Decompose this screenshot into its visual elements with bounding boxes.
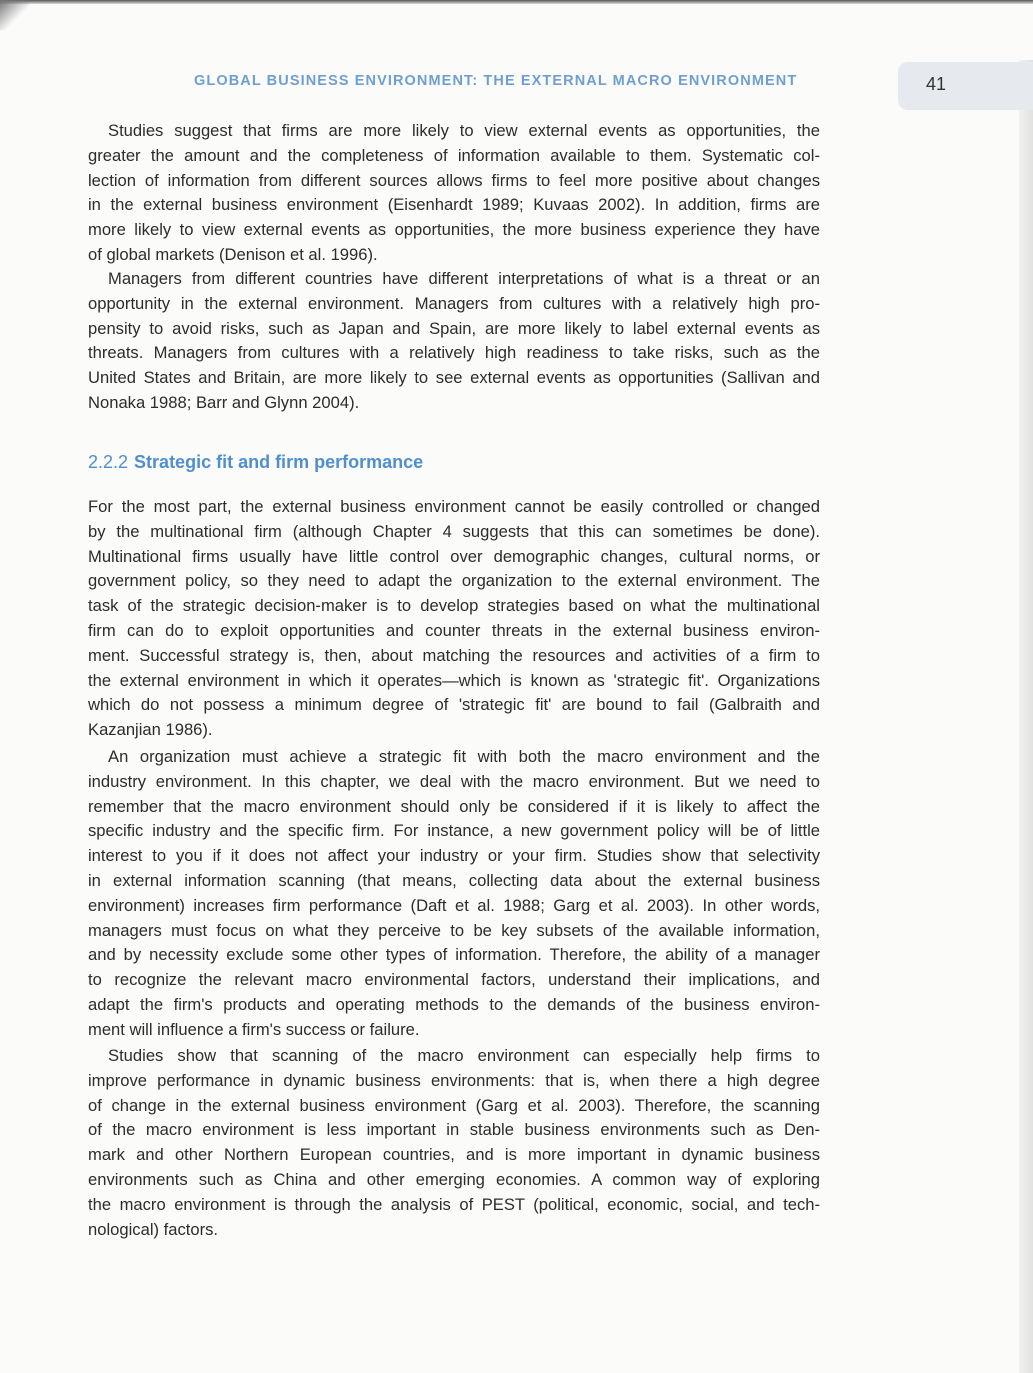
scan-right-edge [1019, 60, 1033, 1373]
text-line: ment. Successful strategy is, then, about matching the resources and activities of a firm to [88, 645, 820, 665]
text-line: nological) factors. [88, 1219, 219, 1239]
text-line: mark and other Northern European countries, and is more important in dynamic business [88, 1145, 820, 1165]
scan-corner-shadow [0, 0, 30, 30]
text-line: threats. Managers from cultures with a relatively high readiness to take risks, such as the [88, 343, 820, 363]
paragraph [88, 119, 820, 268]
text-line: of change in the external business environment (Garg et al. 2003). Therefore, the scanning [88, 1095, 820, 1115]
text-line: industry environment. In this chapter, we deal with the macro environment. But we need to [88, 771, 820, 791]
text-line: of global markets (Denison et al. 1996). [88, 244, 378, 264]
text-line: environment) increases firm performance (Daft et al. 1988; Garg et al. 2003). In other words, [88, 895, 820, 915]
running-head: GLOBAL BUSINESS ENVIRONMENT: THE EXTERNAL MACRO ENVIRONMENT [194, 73, 798, 89]
text-line: environments such as China and other emerging economies. A common way of exploring [88, 1169, 820, 1189]
text-line: in the external business environment (Eisenhardt 1989; Kuvaas 2002). In addition, firms are [88, 195, 820, 215]
text-line: task of the strategic decision-maker is to develop strategies based on what the multinational [88, 596, 820, 616]
text-line: specific industry and the specific firm. For instance, a new government policy will be of little [88, 821, 820, 841]
text-line: the external environment in which it operates—which is known as 'strategic fit'. Organizations [88, 670, 820, 690]
text-line: An organization must achieve a strategic fit with both the macro environment and the [108, 747, 820, 766]
text-line: opportunity in the external environment. Managers from cultures with a relatively high pro- [88, 293, 820, 313]
text-line: more likely to view external events as opportunities, the more business experience they have [88, 220, 820, 240]
page-number: 41 [926, 74, 947, 94]
text-line: Managers from different countries have different interpretations of what is a threat or an [108, 269, 820, 288]
text-line: United States and Britain, are more likely to see external events as opportunities (Sallivan and [88, 368, 820, 388]
page-number-tab [898, 62, 1033, 110]
text-line: managers must focus on what they perceive to be key subsets of the available information, [88, 920, 820, 940]
paragraph [88, 745, 820, 1043]
text-line: firm can do to exploit opportunities and counter threats in the external business environ- [88, 620, 820, 640]
scan-top-edge [0, 0, 1033, 4]
paragraph [88, 495, 820, 743]
text-line: which do not possess a minimum degree of 'strategic fit' are bound to fail (Galbraith and [88, 695, 820, 715]
paragraph [88, 1044, 820, 1242]
text-line: ment will influence a firm's success or failure. [88, 1019, 420, 1039]
text-line: greater the amount and the completeness of information available to them. Systematic col- [88, 145, 820, 165]
text-line: Nonaka 1988; Barr and Glynn 2004). [88, 392, 360, 412]
section-number: 2.2.2 [88, 452, 129, 472]
text-line: government policy, so they need to adapt the organization to the external environment. The [88, 571, 820, 591]
text-line: of the macro environment is less important in stable business environments such as Den- [88, 1120, 820, 1140]
text-line: interest to you if it does not affect your industry or your firm. Studies show that selectivity [88, 846, 820, 866]
text-line: lection of information from different sources allows firms to feel more positive about changes [88, 170, 820, 190]
section-heading [88, 452, 423, 473]
text-line: in external information scanning (that means, collecting data about the external business [88, 870, 820, 890]
text-line: the macro environment is through the analysis of PEST (political, economic, social, and tech- [88, 1194, 820, 1214]
text-line: remember that the macro environment should only be considered if it is likely to affect the [88, 796, 820, 816]
paragraph [88, 267, 820, 416]
text-line: and by necessity exclude some other types of information. Therefore, the ability of a manager [88, 945, 820, 965]
section-title: Strategic fit and firm performance [134, 452, 424, 472]
text-line: Kazanjian 1986). [88, 720, 213, 740]
text-line: pensity to avoid risks, such as Japan and Spain, are more likely to label external events as [88, 318, 820, 338]
text-line: Studies suggest that firms are more likely to view external events as opportunities, the [108, 121, 820, 140]
text-line: Multinational firms usually have little control over demographic changes, cultural norms, or [88, 546, 820, 566]
text-line: improve performance in dynamic business environments: that is, when there a high degree [88, 1070, 820, 1090]
text-line: adapt the firm's products and operating methods to the demands of the business environ- [88, 994, 820, 1014]
text-line: by the multinational firm (although Chapter 4 suggests that this can sometimes be done). [88, 521, 820, 541]
text-line: to recognize the relevant macro environmental factors, understand their implications, and [88, 970, 820, 990]
text-line: For the most part, the external business environment cannot be easily controlled or changed [88, 497, 820, 516]
text-line: Studies show that scanning of the macro environment can especially help firms to [108, 1046, 820, 1065]
